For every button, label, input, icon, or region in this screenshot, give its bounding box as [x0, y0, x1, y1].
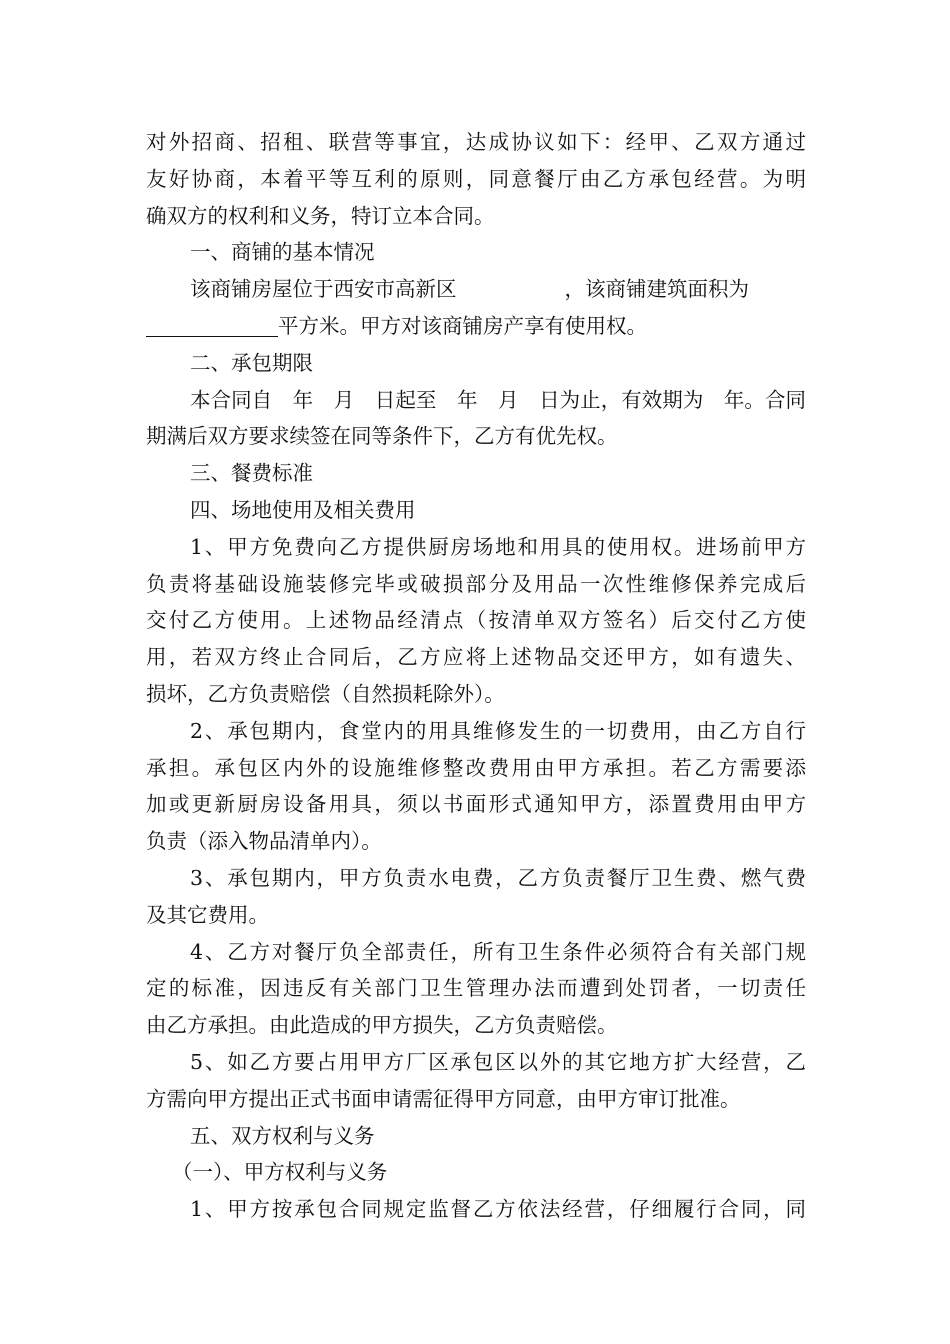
address-text: 该商铺房屋位于西安市高新区: [190, 277, 457, 302]
area-text: ，该商铺建筑面积为: [564, 277, 749, 302]
text-line: 承担。承包区内外的设施维修整改费用由甲方承担。若乙方需要添: [146, 755, 806, 780]
text-line: 加或更新厨房设备用具，须以书面形式通知甲方，添置费用由甲方: [146, 792, 806, 817]
text-line: 损坏，乙方负责赔偿（自然损耗除外）。: [146, 681, 505, 706]
section-heading: 五、双方权利与义务: [190, 1123, 375, 1148]
section-heading: 一、商铺的基本情况: [190, 240, 375, 265]
text-line: 由乙方承担。由此造成的甲方损失，乙方负责赔偿。: [146, 1013, 618, 1038]
text-line: [146, 308, 806, 345]
text-line: 交付乙方使用。上述物品经清点（按清单双方签名）后交付乙方使: [146, 608, 806, 633]
text-line: 5、如乙方要占用甲方厂区承包区以外的其它地方扩大经营，乙: [190, 1049, 806, 1074]
text-line: 本合同自 年 月 日起至 年 月 日为止，有效期为 年。合同: [190, 387, 806, 412]
text-line: 友好协商，本着平等互利的原则，同意餐厅由乙方承包经营。为明: [146, 166, 806, 191]
section-heading: 三、餐费标准: [190, 461, 313, 486]
area-blank: [146, 314, 278, 337]
text-line: 确双方的权利和义务，特订立本合同。: [146, 203, 495, 228]
text-line: 1、甲方免费向乙方提供厨房场地和用具的使用权。进场前甲方: [190, 534, 806, 559]
text-line: 负责将基础设施装修完毕或破损部分及用品一次性维修保养完成后: [146, 571, 806, 596]
text-line: 定的标准，因违反有关部门卫生管理办法而遭到处罚者，一切责任: [146, 976, 806, 1001]
document-page: [146, 124, 806, 1228]
area-unit-text: 平方米。甲方对该商铺房产享有使用权。: [278, 313, 647, 338]
text-line: 及其它费用。: [146, 902, 269, 927]
text-line: 1、甲方按承包合同规定监督乙方依法经营，仔细履行合同，同: [190, 1197, 806, 1222]
text-line: 4、乙方对餐厅负全部责任，所有卫生条件必须符合有关部门规: [190, 939, 806, 964]
subsection-heading: （一）、甲方权利与义务: [172, 1160, 388, 1185]
text-line: 2、承包期内，食堂内的用具维修发生的一切费用，由乙方自行: [190, 718, 806, 743]
text-line: 方需向甲方提出正式书面申请需征得甲方同意，由甲方审订批准。: [146, 1086, 741, 1111]
section-heading: 四、场地使用及相关费用: [190, 497, 416, 522]
section-heading: 二、承包期限: [190, 350, 313, 375]
text-line: [146, 271, 806, 308]
text-line: 负责（添入物品清单内）。: [146, 829, 382, 854]
text-line: 对外招商、招租、联营等事宜，达成协议如下：经甲、乙双方通过: [146, 130, 806, 154]
text-line: 3、承包期内，甲方负责水电费，乙方负责餐厅卫生费、燃气费: [190, 865, 806, 890]
text-line: 期满后双方要求续签在同等条件下，乙方有优先权。: [146, 424, 618, 449]
text-line: 用，若双方终止合同后，乙方应将上述物品交还甲方，如有遗失、: [146, 645, 806, 670]
